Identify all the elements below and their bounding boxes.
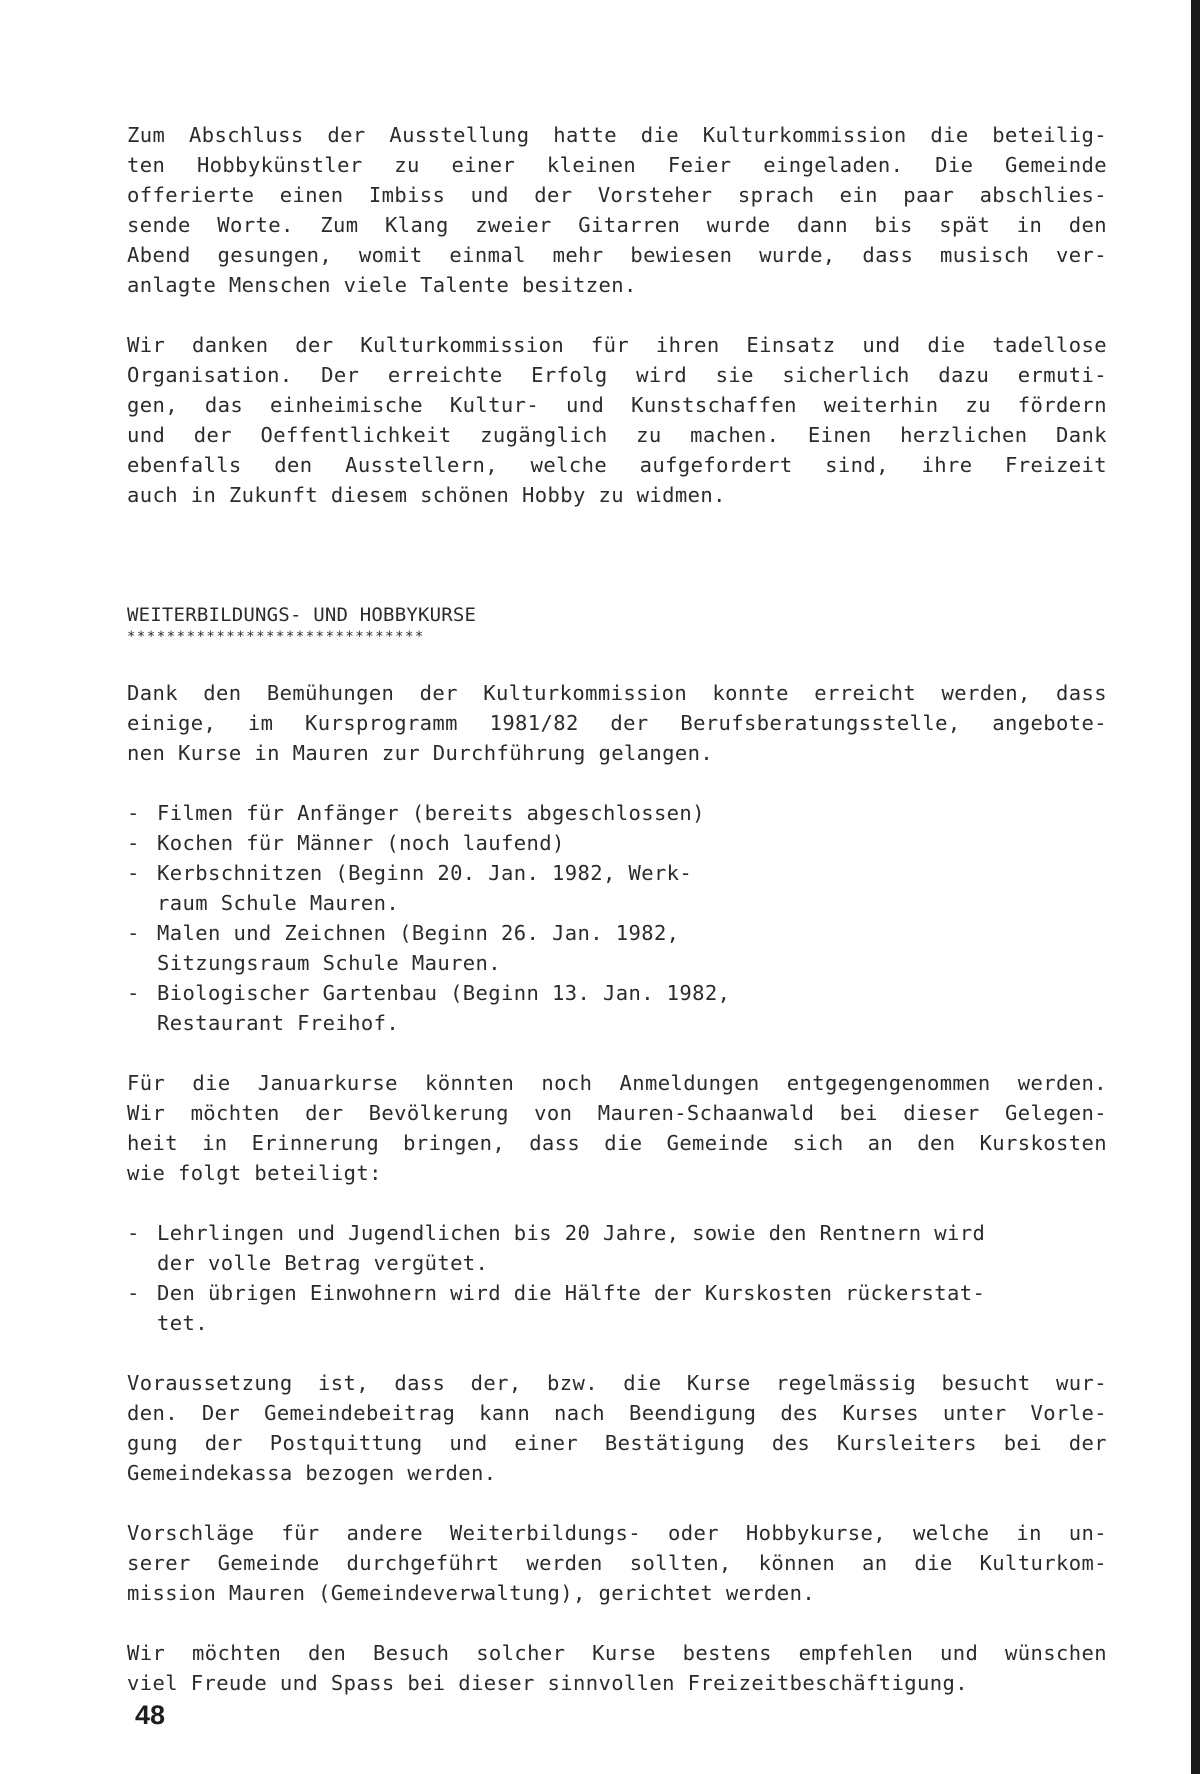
text-line: Vorschläge für andere Weiterbildungs- oder Hobbykurse, welche in un- bbox=[127, 1521, 1107, 1545]
text-line: Dank den Bemühungen der Kulturkommission konnte erreicht werden, dass bbox=[127, 681, 1107, 705]
list-item bbox=[127, 828, 1107, 858]
asterisk-underline: ****************************** bbox=[127, 629, 425, 645]
text-line: heit in Erinnerung bringen, dass die Gemeinde sich an den Kurskosten bbox=[127, 1131, 1107, 1155]
text-line: Organisation. Der erreichte Erfolg wird sie sicherlich dazu ermuti- bbox=[127, 363, 1107, 387]
list-item-text: Biologischer Gartenbau (Beginn 13. Jan. 1982, bbox=[157, 981, 731, 1005]
list-item bbox=[127, 1218, 1107, 1278]
list-item-text: Kochen für Männer (noch laufend) bbox=[157, 831, 565, 855]
paragraph-recommendation bbox=[127, 1638, 1107, 1698]
page-edge-shadow bbox=[1191, 0, 1200, 1774]
text-line: serer Gemeinde durchgeführt werden sollten, können an die Kulturkom- bbox=[127, 1551, 1107, 1575]
list-item bbox=[127, 858, 1107, 918]
text-line: Wir möchten den Besuch solcher Kurse bestens empfehlen und wünschen bbox=[127, 1641, 1107, 1665]
list-dash: - bbox=[127, 831, 140, 855]
text-line: den. Der Gemeindebeitrag kann nach Beendigung des Kurses unter Vorle- bbox=[127, 1401, 1107, 1425]
text-line: und der Oeffentlichkeit zugänglich zu machen. Einen herzlichen Dank bbox=[127, 423, 1107, 447]
list-dash: - bbox=[127, 801, 140, 825]
section-heading bbox=[127, 600, 1107, 646]
page-content bbox=[127, 120, 1107, 1698]
text-line: Abend gesungen, womit einmal mehr bewiesen wurde, dass musisch ver- bbox=[127, 243, 1107, 267]
paragraph-conditions bbox=[127, 1368, 1107, 1488]
list-dash: - bbox=[127, 921, 140, 945]
course-list bbox=[127, 798, 1107, 1038]
text-line: wie folgt beteiligt: bbox=[127, 1161, 382, 1185]
paragraph-exhibition-closing bbox=[127, 120, 1107, 300]
text-line: Für die Januarkurse könnten noch Anmeldungen entgegengenommen werden. bbox=[127, 1071, 1107, 1095]
text-line: ebenfalls den Ausstellern, welche aufgefordert sind, ihre Freizeit bbox=[127, 453, 1107, 477]
text-line: Voraussetzung ist, dass der, bzw. die Kurse regelmässig besucht wur- bbox=[127, 1371, 1107, 1395]
paragraph-courses-intro bbox=[127, 678, 1107, 768]
text-line: Gemeindekassa bezogen werden. bbox=[127, 1461, 497, 1485]
text-line: gung der Postquittung und einer Bestätigung des Kursleiters bei der bbox=[127, 1431, 1107, 1455]
paragraph-suggestions bbox=[127, 1518, 1107, 1608]
list-item bbox=[127, 978, 1107, 1038]
page-number: 48 bbox=[135, 1700, 166, 1730]
list-dash: - bbox=[127, 1221, 140, 1245]
list-item-text: Sitzungsraum Schule Mauren. bbox=[157, 951, 502, 975]
list-item bbox=[127, 798, 1107, 828]
text-line: viel Freude und Spass bei dieser sinnvollen Freizeitbeschäftigung. bbox=[127, 1671, 968, 1695]
list-item-text: tet. bbox=[157, 1311, 208, 1335]
list-item-text: raum Schule Mauren. bbox=[157, 891, 400, 915]
subsidy-list bbox=[127, 1218, 1107, 1338]
text-line: sende Worte. Zum Klang zweier Gitarren wurde dann bis spät in den bbox=[127, 213, 1107, 237]
list-dash: - bbox=[127, 981, 140, 1005]
text-line: mission Mauren (Gemeindeverwaltung), gerichtet werden. bbox=[127, 1581, 816, 1605]
text-line: einige, im Kursprogramm 1981/82 der Berufsberatungsstelle, angebote- bbox=[127, 711, 1107, 735]
list-dash: - bbox=[127, 861, 140, 885]
list-item-text: Malen und Zeichnen (Beginn 26. Jan. 1982, bbox=[157, 921, 680, 945]
section-title: WEITERBILDUNGS- UND HOBBYKURSE bbox=[127, 604, 477, 626]
list-item bbox=[127, 918, 1107, 978]
text-line: anlagte Menschen viele Talente besitzen. bbox=[127, 273, 637, 297]
list-item-text: der volle Betrag vergütet. bbox=[157, 1251, 489, 1275]
text-line: Wir möchten der Bevölkerung von Mauren-Schaanwald bei dieser Gelegen- bbox=[127, 1101, 1107, 1125]
text-line: offerierte einen Imbiss und der Vorsteher sprach ein paar abschlies- bbox=[127, 183, 1107, 207]
text-line: ten Hobbykünstler zu einer kleinen Feier eingeladen. Die Gemeinde bbox=[127, 153, 1107, 177]
text-line: Zum Abschluss der Ausstellung hatte die Kulturkommission die beteilig- bbox=[127, 123, 1107, 147]
list-item-text: Den übrigen Einwohnern wird die Hälfte der Kurskosten rückerstat- bbox=[157, 1281, 986, 1305]
text-line: Wir danken der Kulturkommission für ihren Einsatz und die tadellose bbox=[127, 333, 1107, 357]
paragraph-thanks bbox=[127, 330, 1107, 510]
list-item-text: Kerbschnitzen (Beginn 20. Jan. 1982, Werk- bbox=[157, 861, 693, 885]
paragraph-january-courses bbox=[127, 1068, 1107, 1188]
list-item-text: Restaurant Freihof. bbox=[157, 1011, 400, 1035]
list-item-text: Lehrlingen und Jugendlichen bis 20 Jahre, sowie den Rentnern wird bbox=[157, 1221, 986, 1245]
text-line: gen, das einheimische Kultur- und Kunstschaffen weiterhin zu fördern bbox=[127, 393, 1107, 417]
text-line: nen Kurse in Mauren zur Durchführung gelangen. bbox=[127, 741, 714, 765]
list-item-text: Filmen für Anfänger (bereits abgeschlossen) bbox=[157, 801, 705, 825]
text-line: auch in Zukunft diesem schönen Hobby zu widmen. bbox=[127, 483, 726, 507]
list-item bbox=[127, 1278, 1107, 1338]
list-dash: - bbox=[127, 1281, 140, 1305]
